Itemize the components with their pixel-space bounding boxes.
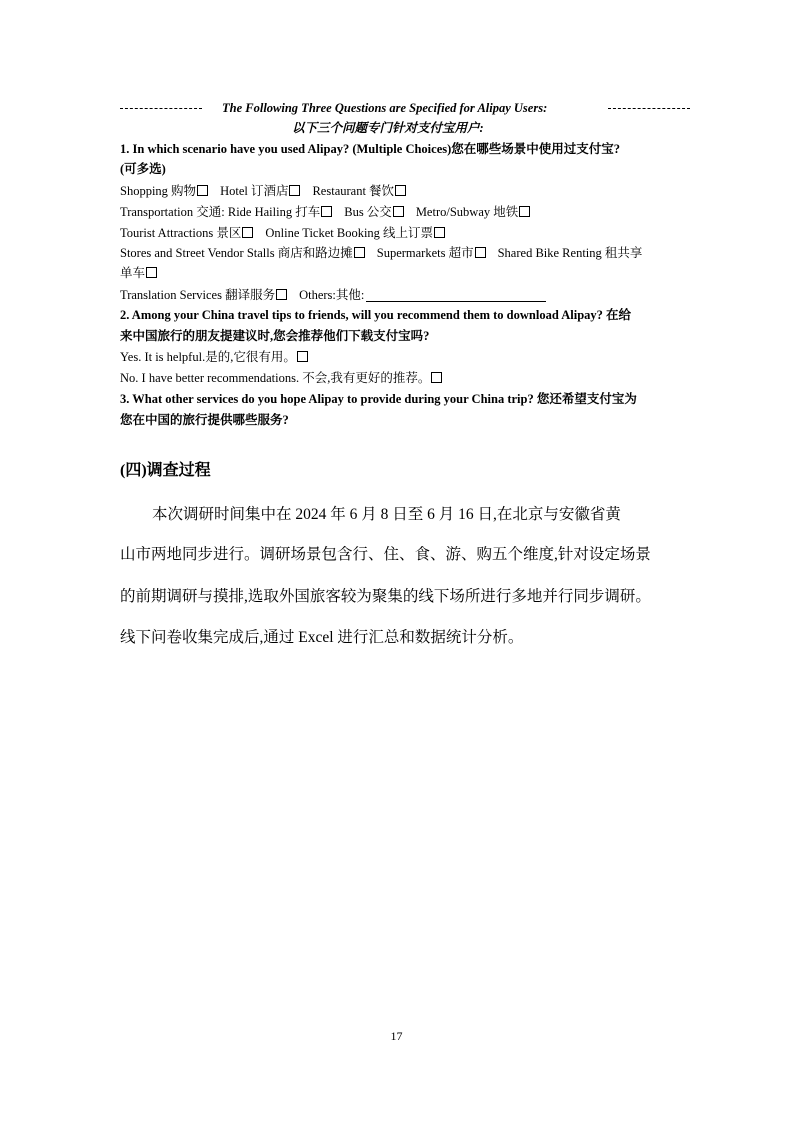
- q1-option-ridehailing-checkbox[interactable]: [321, 206, 332, 217]
- q2-question: [120, 306, 631, 324]
- section-four-heading: (四)调查过程: [120, 462, 211, 479]
- q1-option-restaurant-label: Restaurant 餐饮: [312, 184, 395, 198]
- q2-question-zh-2: 来中国旅行的朋友提建议时,您会推荐他们下载支付宝吗?: [120, 329, 430, 343]
- q1-option-transportation-label: Transportation 交通: Ride Hailing 打车: [120, 205, 321, 219]
- q1-option-shopping-checkbox[interactable]: [197, 185, 208, 196]
- q1-question-zh: 您在哪些场景中使用过支付宝?: [451, 142, 621, 156]
- q1-option-hotel-checkbox[interactable]: [289, 185, 300, 196]
- q1-options-row-2: [120, 203, 530, 221]
- q1-option-bike-checkbox[interactable]: [146, 267, 157, 278]
- q1-option-shopping-label: Shopping 购物: [120, 184, 197, 198]
- q1-options-row-5: [120, 264, 157, 282]
- q1-option-others-input[interactable]: [366, 289, 546, 302]
- q1-options-row-1: [120, 182, 406, 200]
- section-four-line-4: 线下问卷收集完成后,通过 Excel 进行汇总和数据统计分析。: [120, 629, 524, 646]
- section-four-line-2: 山市两地同步进行。调研场景包含行、住、食、游、购五个维度,针对设定场景: [120, 546, 651, 563]
- section-four-line-1: 本次调研时间集中在 2024 年 6 月 8 日至 6 月 16 日,在北京与安徽省黄: [152, 506, 621, 523]
- dashed-rule-left: [120, 108, 202, 109]
- q1-option-stores-checkbox[interactable]: [354, 247, 365, 258]
- q2-option-no-label: No. I have better recommendations. 不会,我有更好的推荐。: [120, 371, 431, 385]
- q1-option-translation-checkbox[interactable]: [276, 289, 287, 300]
- q2-option-yes: [120, 348, 308, 366]
- q1-options-row-3: [120, 224, 445, 242]
- q1-option-translation-label: Translation Services 翻译服务: [120, 288, 276, 302]
- section-four-line-3: 的前期调研与摸排,选取外国旅客较为聚集的线下场所进行多地并行同步调研。: [120, 588, 651, 605]
- q1-option-supermarkets-checkbox[interactable]: [475, 247, 486, 258]
- q1-option-supermarkets-label: Supermarkets 超市: [376, 246, 474, 260]
- q1-option-metro-checkbox[interactable]: [519, 206, 530, 217]
- q1-option-metro-label: Metro/Subway 地铁: [415, 205, 519, 219]
- q1-options-row-6: [120, 286, 546, 304]
- q1-option-stores-label: Stores and Street Vendor Stalls 商店和路边摊: [120, 246, 353, 260]
- section-header-zh: 以下三个问题专门针对支付宝用户:: [292, 121, 484, 135]
- section-header-en: The Following Three Questions are Specified for Alipay Users:: [222, 101, 548, 115]
- q1-option-ticket-checkbox[interactable]: [434, 227, 445, 238]
- q1-option-tourist-checkbox[interactable]: [242, 227, 253, 238]
- q2-option-yes-checkbox[interactable]: [297, 351, 308, 362]
- q1-option-bus-checkbox[interactable]: [393, 206, 404, 217]
- q2-option-no-checkbox[interactable]: [431, 372, 442, 383]
- q1-question-en: 1. In which scenario have you used Alipay? (Multiple Choices): [120, 142, 452, 156]
- q2-question-en: 2. Among your China travel tips to friends, will you recommend them to download Alipay?: [120, 308, 603, 322]
- q1-option-others-label: Others:其他:: [299, 288, 365, 302]
- q1-options-row-4: [120, 244, 642, 262]
- q3-question: [120, 390, 637, 408]
- q3-question-en: 3. What other services do you hope Alipay to provide during your China trip?: [120, 392, 534, 406]
- q1-question-note: (可多选): [120, 162, 166, 176]
- dashed-rule-right: [608, 108, 690, 109]
- q3-question-zh-2: 您在中国的旅行提供哪些服务?: [120, 413, 289, 427]
- q2-option-yes-label: Yes. It is helpful.是的,它很有用。: [120, 350, 296, 364]
- q2-question-zh-1: 在给: [606, 308, 632, 322]
- q2-option-no: [120, 369, 442, 387]
- q1-option-hotel-label: Hotel 订酒店: [220, 184, 289, 198]
- q3-question-zh-1: 您还希望支付宝为: [536, 392, 637, 406]
- q1-option-restaurant-checkbox[interactable]: [395, 185, 406, 196]
- q1-option-bike-label-cont: 单车: [120, 266, 146, 280]
- q1-option-bus-label: Bus 公交: [344, 205, 392, 219]
- q1-option-ticket-label: Online Ticket Booking 线上订票: [265, 226, 434, 240]
- q1-option-tourist-label: Tourist Attractions 景区: [120, 226, 242, 240]
- q1-question: [120, 140, 620, 158]
- page-number: 17: [390, 1029, 403, 1043]
- q1-option-bike-label: Shared Bike Renting 租共享: [497, 246, 643, 260]
